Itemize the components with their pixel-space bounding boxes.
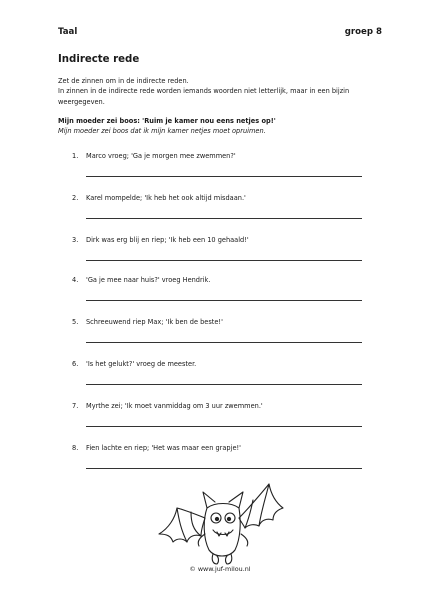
question-number: 4. [72, 276, 79, 284]
question-number: 8. [72, 444, 79, 452]
question-text: Fien lachte en riep; 'Het was maar een grapje!' [86, 444, 241, 452]
answer-line[interactable] [86, 426, 362, 427]
instruction-line: Zet de zinnen om in de indirecte reden. [58, 77, 189, 85]
question-number: 5. [72, 318, 79, 326]
group-label: groep 8 [344, 27, 382, 37]
copyright-footer: © www.juf-milou.nl [189, 565, 251, 573]
question-number: 2. [72, 194, 79, 202]
answer-line[interactable] [86, 300, 362, 301]
question-number: 6. [72, 360, 79, 368]
question-number: 1. [72, 152, 79, 160]
answer-line[interactable] [86, 218, 362, 219]
question-text: 'Is het gelukt?' vroeg de meester. [86, 360, 197, 368]
question-text: Marco vroeg; 'Ga je morgen mee zwemmen?' [86, 152, 236, 160]
answer-line[interactable] [86, 384, 362, 385]
question-text: Myrthe zei; 'Ik moet vanmiddag om 3 uur zwemmen.' [86, 402, 263, 410]
example-direct: Mijn moeder zei boos: 'Ruim je kamer nou eens netjes op!' [58, 117, 276, 125]
example-indirect: Mijn moeder zei boos dat ik mijn kamer netjes moet opruimen. [58, 127, 266, 136]
subject-label: Taal [58, 27, 78, 37]
bat-illustration-icon [155, 478, 285, 568]
question-number: 3. [72, 236, 79, 244]
answer-line[interactable] [86, 260, 362, 261]
question-text: Schreeuwend riep Max; 'Ik ben de beste!' [86, 318, 223, 326]
answer-line[interactable] [86, 468, 362, 469]
question-number: 7. [72, 402, 79, 410]
question-text: 'Ga je mee naar huis?' vroeg Hendrik. [86, 276, 211, 284]
answer-line[interactable] [86, 176, 362, 177]
answer-line[interactable] [86, 342, 362, 343]
instruction-line: In zinnen in de indirecte rede worden iemands woorden niet letterlijk, maar in een bijzin weergegeven. [58, 87, 350, 106]
question-text: Karel mompelde; 'Ik heb het ook altijd misdaan.' [86, 194, 246, 202]
question-text: Dirk was erg blij en riep; 'Ik heb een 10 gehaald!' [86, 236, 249, 244]
page-title: Indirecte rede [58, 54, 140, 65]
